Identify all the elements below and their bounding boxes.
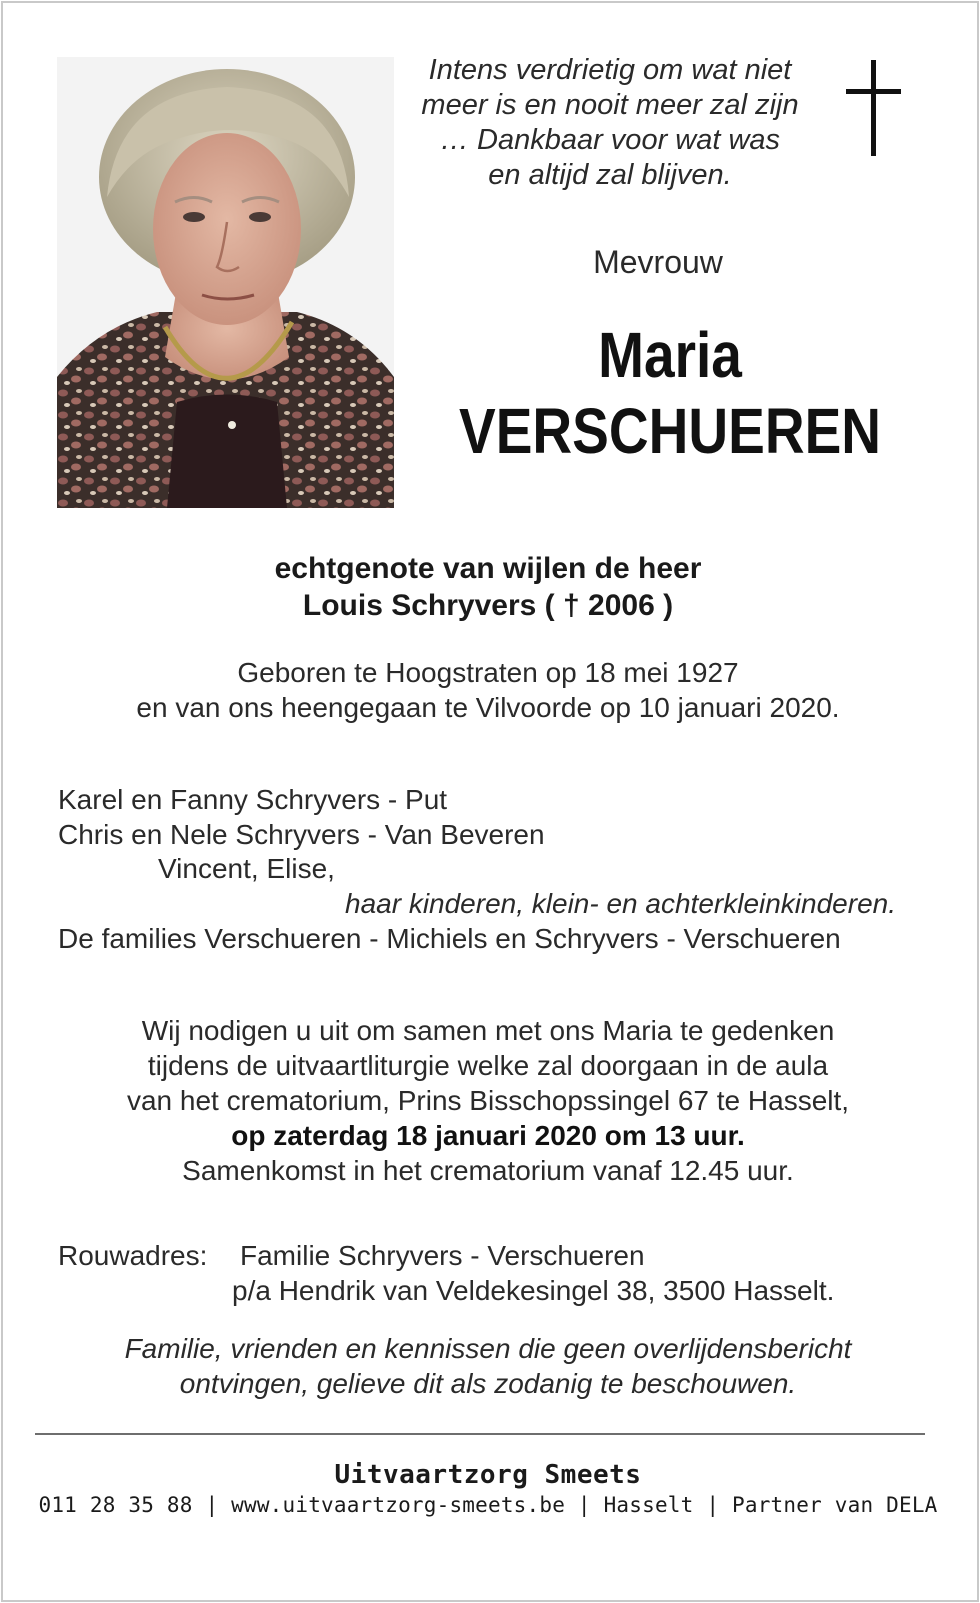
poem-line: Intens verdrietig om wat niet xyxy=(428,54,792,86)
death-line: en van ons heengegaan te Vilvoorde op 10 januari 2020. xyxy=(136,692,840,723)
poem-line: meer is en nooit meer zal zijn xyxy=(421,89,799,121)
company-name: Uitvaartzorg Smeets xyxy=(334,1460,642,1490)
invite-line: van het crematorium, Prins Bisschopssingel 67 te Hasselt, xyxy=(126,1085,850,1116)
cross-icon xyxy=(843,60,903,156)
notice-line: ontvingen, gelieve dit als zodanig te beschouwen. xyxy=(179,1368,797,1399)
family-line: De families Verschueren - Michiels en Schryvers - Verschueren xyxy=(58,923,841,954)
footer-divider xyxy=(35,1433,925,1435)
mourning-address-line: p/a Hendrik van Veldekesingel 38, 3500 Hasselt. xyxy=(232,1275,835,1306)
spouse-info xyxy=(0,550,976,624)
last-name: VERSCHUEREN xyxy=(458,395,882,467)
spouse-line: echtgenote van wijlen de heer xyxy=(274,552,702,585)
portrait-photo xyxy=(57,57,394,508)
funeral-invitation xyxy=(0,1013,976,1188)
invite-line: Samenkomst in het crematorium vanaf 12.45 uur. xyxy=(182,1155,794,1186)
family-line: Chris en Nele Schryvers - Van Beveren xyxy=(58,819,545,850)
birth-line: Geboren te Hoogstraten op 18 mei 1927 xyxy=(237,657,739,688)
company-contact: 011 28 35 88 | www.uitvaartzorg-smeets.be | Hasselt | Partner van DELA xyxy=(38,1493,938,1517)
first-name: Maria xyxy=(598,319,742,391)
mourning-address-label: Rouwadres: xyxy=(58,1240,208,1271)
family-line: Karel en Fanny Schryvers - Put xyxy=(58,784,448,815)
invite-line: Wij nodigen u uit om samen met ons Maria te gedenken xyxy=(141,1015,835,1046)
mourning-address-line: Familie Schryvers - Verschueren xyxy=(240,1240,645,1271)
family-line: haar kinderen, klein- en achterkleinkinderen. xyxy=(345,888,896,919)
poem-line: en altijd zal blijven. xyxy=(488,159,732,191)
spouse-line: Louis Schryvers ( † 2006 ) xyxy=(302,589,674,622)
notice-line: Familie, vrienden en kennissen die geen overlijdensbericht xyxy=(124,1333,852,1364)
life-dates xyxy=(0,655,976,725)
funeral-date: op zaterdag 18 januari 2020 om 13 uur. xyxy=(231,1120,745,1151)
poem xyxy=(400,53,820,193)
family-line: Vincent, Elise, xyxy=(158,853,335,884)
notice xyxy=(0,1331,976,1401)
invite-line: tijdens de uitvaartliturgie welke zal doorgaan in de aula xyxy=(147,1050,829,1081)
honorific: Mevrouw xyxy=(593,244,723,280)
poem-line: … Dankbaar voor wat was xyxy=(439,124,781,156)
